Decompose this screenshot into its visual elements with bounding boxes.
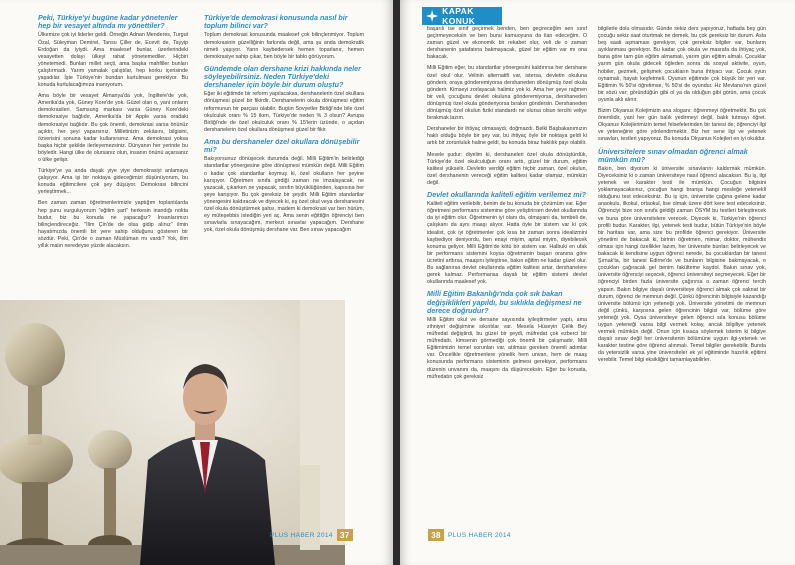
body-paragraph: Ülkemize çok iyi liderler geldi. Örneğin Adnan Menderes, Turgut Özal, Süleyman Demirel, Tansu Çiller de, Ecevit de, Tayyip Erdoğan da iyiydi. Ama maalesef bunlar, üzerlerindeki vesayetten dolayı ülkeyi rahat yönetemediler. Hiçbiri yönetemedi. Bunları millet seçti, ama başka mahfiller bunları çalıştırmadı. Yarım yamalak çalıştılar, hep korku içerisinde yaşadılar. İşte Türkiye'nin bundan kurtulması gerekiyor. Bu konuda kurtulacağımıza inanıyorum.: [38, 32, 188, 89]
right-page: [400, 0, 795, 565]
interview-photo: [0, 300, 345, 565]
body-paragraph: Eğer iki eğitimde bir reform yapılacaksa, dershanelerin özel okullara dönüşmesi güzel bir fikirdir. Dershanelerin okula dönüşmesi eğitim reformunun bir parçası olabilir. Bugün Sovyetler Birliği'nde bile özel okulculuk oranı % 15 iken, Türkiye'de neden % 3 olsun? Avrupa Birliği'nde de özel okulculuk oranı % 15'lerin üzünde, o açıdan dershanelerin özel okullara dönüşmesi güzel bir fikir.: [204, 91, 364, 133]
left-column-1: [38, 12, 188, 294]
body-paragraph: Bakıyorsunuz dönüşecek durumda değil. Milli Eğitim'in belirlediği standartlar yönergesine göre dönüşmesi mümkün değil. Milli Eğitim o kadar çok standartlar koymuş ki, özel okulların her şeyine karışıyor. Öğretmen sınıfa girdiği zaman ne imzalayacak, ne yazacak, çıkarken ne yapacak, sınıfın büyüklüğünden, kapısına her şeye karışıyor. Bu çok gereksiz bir şeydir. Milli Eğitim standartlar yönergesini kaldıracak ve diyecek ki, eş özel okul veya dershanesini özel okula dönüştürmek şahsı, madem ki demokrasi var ben hürüm, ey müteşebbis istediğin yeri aç. Ama senin eğittiğin öğrenciyi ben sınavlarla sınayacağım, merkezi sınavlar yapacağım. Dershane yok, özel okula dönüşmüş dershane var. Ben sınav yapacağım: [204, 156, 364, 234]
section-title: KAPAK KONUK: [442, 6, 476, 26]
body-paragraph: Türkiye'ye ya anda dayak yiye yiye demokrasiyi anlamaya çalışıyor. Ama işi bir noktaya gideceğimizi düşünüyorum, bu konuda eğitimcilere çok şey düşüyor. Demokrasi bilincini yerleştirmek...: [38, 168, 188, 196]
question-heading: Peki, Türkiye'yi bugüne kadar yönetenler hep bir vesayet altında mı yönettiler?: [38, 13, 178, 31]
right-footer: [428, 529, 511, 541]
body-paragraph: Kaliteli eğitim verilebilir, benim de bu konuda bir çözümüm var. Eğer öğretmeni performans sistemine göre yetiştirirsen devlet okullarında da iyi eğitim olur. Öğretmenin iyi olanı da, olmayanı da, tembeli de, çalışkanı da aynı maaşı alıyor. Hatta öyle bir sistem var ki çok idealist, çok iyi öğretmenler çok kısa bir zaman sonra idealizmini kaybediyor deniyordu, ben enayi miyim, aptal miyim, diyebilecek konuma geliyor. Milli Eğitim'de kötü bir sistem var. Halbuki en ufak bir performans sistemini koysa öğretmenin başarı oranına göre ücretini arttırsa, maaşını iyileştirse, bakın eğitim ne kadar güzel olur. Bu sağlanırsa devlet okullarında eğitim kalitesi artar, dershanelere gerek kalmaz. Performansa dayalı bir eğitim sistemi devlet okullarında maalesef yok.: [427, 201, 587, 286]
question-heading: Gündemde olan dershane krizi hakkında neler söyleyebilirsiniz. Neden Türkiye'deki dershaneler için böyle bir durum oluştu?: [204, 63, 361, 90]
plane-icon: [425, 8, 439, 24]
body-paragraph: bilgilerle dolu olmasıdır. Günde sekiz ders yapıyoruz, haftada beş gün çocuğu sekiz saat oturtmak ne demek, bu çok gereksiz bir durum. Asla beş saati aşmaması gerekiyor, çok gereksiz bilgiler var, bunların ayıklanması gerekiyor. Bu kadar çok okula ve masrafa da ihtiyaç yok, bana göre tam gün eğitim almamalı, yarım gün eğitim almalı. Çocuklar yarım gün okula gidecek öğleden sonra da sosyal aktivite, oyun, hobiler, gezmek, gelişmek çocukların buna ihtiyacı var. Çocuk oyun oynamalı, hayatı keşfetmeli. Oyunun eğitimde çok büyük bir yeri var. Eğitimin % 50'si öğretimse, % 50'si de oyundur. Hz Mevlana'nın güzel bir sözü var; göründüğün gibi ol ya da olduğun gibi görün, ama çocuk oyunla aklı alınır.: [598, 26, 766, 103]
question-heading: Türkiye'de demokrasi konusunda nasıl bir toplum bilinci var?: [204, 13, 348, 31]
body-paragraph: Toplum demokrasi konusunda maalesef çok bilinçlenmiyor. Toplum demokrasinin güzelliğinin farkında değil, ama şu anda demokratik nimeti yaşıyor. Yarın kaybedersek hemen toparlanır, hemen demokrasiye sahip çıkar, ben böyle bir tablo görüyorum.: [204, 32, 364, 60]
question-heading: Üniversitelere sınav olmadan öğrenci almak mümkün mü?: [598, 146, 748, 164]
left-page: [0, 0, 393, 565]
body-paragraph: Ben zaman zaman öğretmenlerimizle yaptığım toplantılarda hep şunu vurguluyorum "eğitim şart" herkesin inandığı nokta budur, biz bu konuda ne yapacağız? İnsanlarımızı bilinçlendireceğiz. "İlim Çin'de de olsa gidip alınız" ilmin hayatımızda önemli bir yere sahip olduğunu gösteren bir sözdür. Peki, Çin'de o zaman Müslüman mı vardı? Yok, ilim yıllık malın neredeyse yüzde alacaksın.: [38, 200, 188, 250]
question-heading: Ama bu dershaneler özel okullara dönüşebilir mi?: [204, 136, 360, 155]
body-paragraph: Milli Eğitim okul ve dersane sayısında iyileştirmeler yaptı, ama zihniyet değişimine sıkıntılar var. Mesela Hüseyin Çelik Bey müfredat değiştirdi, bu güzel bir şeydi, müfredat çok ezberci bir müfredattı, kimsenin görmediği çok önemli bir çalışmadır. Milli Eğitimimizin temel sorunları var, atılması gereken önemli adımlar var. Öncelikle öğretmenlere yönelik hem unvan, hem de maaş konusunda performans sisteminin gelmesi gerekiyor, performans düzenin unvanını da, maaşını da düşüreceksin. Eğer bu konuda, müfredatın çok gereksiz: [427, 316, 587, 380]
body-paragraph: Bakın, ben diyorum ki üniversite sınavlarını kaldırmak mümkün. Diyeceksiniz ki o zaman üniversiteye nasıl öğrenci alacaksın. Bu iş, ilgi yetenek ve karakter testi ile mümkün. Çocuğun bilgisini yoklamayacaksınız, çocuğun hangi branşa hangi mesleğe yetenekli olduğunu test edeceksiniz. Bu iş için, üniversite çağına gelene kadar anaokulu, ilkokul, ortaokul, lise olmak üzere dört kere test edeceksiniz. Öğrenciyi bize son sınıfa geldiği zaman ÖSYM bu testleri birleştirecek ve buna göre üniversitelere verecek. Diyecek ki, Türkiye'nin öğrenci profili budur. Karakter, ilgi, yetenek testi budur, bütün Türkiye'nin böyle bir haritası var, ama size bu profilde öğrenci gerekiyor. Üniversite yönetimi de bakacak ki, birinin öğretmen, mimar, doktor, mühendis olması için hangi özellikler lazım, her üniversite bunları belirleyecek ve bakacak ki kendisine uygun öğrenci nerede, bu çocuklardan bir tanesi Şırnak'ta, bir tanesi Edirne'de ve bunların bilgisine bakmayacak, o çocukları çağıracak gel benim fakülteme kaydol. Bakın sınav yok, üniversite öğrenciyi seçecek, öğrenci üniversiteyi seçmeyecek. Eğer bir öğrenciyi birden fazla üniversite çağırırsa o zaman öğrenci tercih yapsın. Bakın bilgiye dayalı üniversiteye öğrenci almak çok saknat bir durum, öğrenci de memnun değil. Çünkü öğrencinin bilgisiyle kazandığı üniversite bölümü için yeteneği yok. Üniversite yönetimi de memnun değil çünkü, karşısına gelen öğrencinin bilgisi var, bölüme göre yeteneği yok. Oysa üniversiteye gelen öğrenci sıla konusu bölüme uygun yeteneği varsa bilgi vermek kolay, ancak bilgiliye yetenek vermek mümkün değil. Onun için kısaca söylemek isterim ki bilgiye dayalı sınav değil her üniversitenin bölümüne uygun ilgi-yetenek ve karakter testine göre öğrenci alınmalı. Temel bilgiler gerekebilir. Bunda da yetersizlik varsa yine üniversiteler ek yıl eğitiminde hazırlık eğitimi verebilir. Temel bilgi eksikliğini tamamlayabilirler.: [598, 165, 766, 364]
section-header: [422, 7, 502, 25]
question-heading: Devlet okullarında kaliteli eğitim verilemez mi?: [427, 189, 586, 199]
right-column-2: [598, 26, 766, 532]
page-number: 37: [337, 529, 353, 541]
left-footer: [270, 529, 353, 541]
question-heading: Milli Eğitim Bakanlığı'nda çok sık bakan değişiklikleri yapıldı, bu sıklıkla değişmesi ne derece doğrudur?: [427, 289, 582, 315]
body-paragraph: Ama böyle bir vesayet Almanya'da yok, İngiltere'de yok, Amerika'da yok, Güney Kore'de yok. Güzel olan o, yani onların demokrasileri. Samsung markası varsa Güney Kore'deki demokrasiye bağlıdır, Amerika'da bir Apple varsa oradaki demokrasiye bağlıdır. Bu çok önemli, demokrasi varsa önünüz açıktır, her şeyi yaparsınız. Milletinizin zekâsını, bilgisini, özverisini sonuna kadar kullanırsınız. Ama demokrasi yoksa başka hiçbir şekilde ilerleyemezsiniz. Dünyanın her yerinde bu böyledir. Hangi ülke de olursanız olun, insanın önünü açarsanız o ülke gelişir.: [38, 93, 188, 163]
footer-publication: PLUS HABER 2014: [270, 531, 333, 539]
right-column-1: [427, 26, 587, 532]
body-paragraph: Dershaneler bir ihtiyaç olmasaydı, doğmazdı. Belki Başbakanımızın haklı olduğu böyle bir şey var, bu ihtiyaç öyle bir noktaya geldi ki artık bir zorunluluk haline geldi, bu konuda biraz haklılık payı olabilir.: [427, 126, 587, 147]
body-paragraph: Milli Eğitim eğer, bu standartlar yönergesini kaldırırsa her dershane özel okul olur. Velinin alternatifi var, istersa, devletin okuluna gönderir, oraya gönderemiyorsa dershaneden dönüşmüş özel okula gönderir. Kimseyi zorlayacak halimiz yok ki. Ama her şeye rağmen bir veli, çocuğunu devlet okuluna gönderemiyorsa, dershaneden dönüşmüş özel okula gönderiyorsa bırakın göndersin. Dershaneden dönüşmüş özel okulun fiziki standardı ne olursa olsun tercihi veliye bırakmak lazım.: [427, 65, 587, 122]
body-paragraph: başarılı ise sınıf geçirmek benden, ben geçireceğim sen sınıf geçirmeyeceksin ve ben bunu kamuoyuna da ilan edeceğim. O zaman güzel ve ekonomik bir rekabet olur, veli de o zaman dershanenin şatafatına bakmayacak, güzel bir eğitim var mı ona bakacak.: [427, 26, 587, 61]
body-paragraph: Bizim Okyanus Kolejimizin ana sloganı: öğrenmeyi öğretmektir. Bu çok önemlidir, yani her gün balık yedirmeyi değil, balık tutmayı öğret. Okyanus Kolejlerimizin temel felsefelerinden bir tanesi de; öğrenciyi ilgi ve yeteneğine göre yönlendirmektir. Biz her sene ilgi ve yetenek sınavları, testleri yapıyoruz. Bu konuda Okyanus Kolejleri en iyi okuldur.: [598, 108, 766, 143]
body-paragraph: Mesele şudur: diyelim ki, dershaneleri özel okula dönüştürdük, Türkiye'de özel okulculuğun oranı arttı, güzel bir durum, eğitim kalitesi yükselir. Devletin verdiği eğitim hiçbir zaman, özel okulun, özel dershanenin vereceği eğitim kalitesi kadar olamaz, mümkün değil.: [427, 151, 587, 186]
footer-publication: PLUS HABER 2014: [448, 531, 511, 539]
page-number: 38: [428, 529, 444, 541]
